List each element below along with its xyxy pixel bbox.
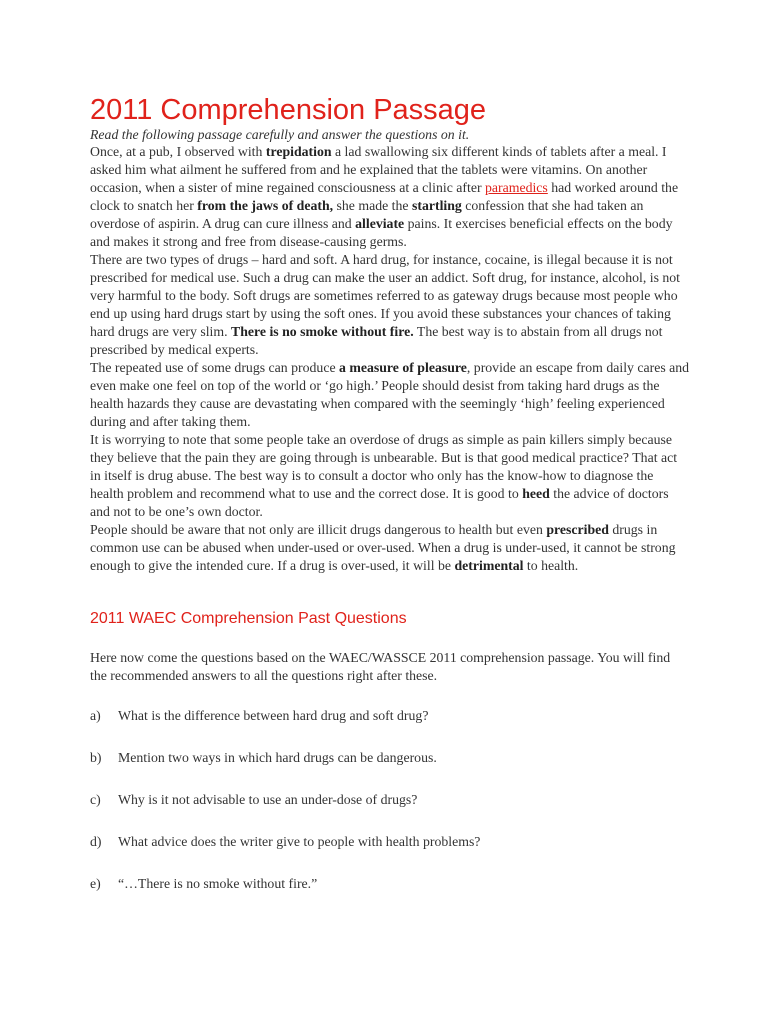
question-text: Why is it not advisable to use an under-dose of drugs? (118, 792, 418, 807)
key-term: detrimental (454, 558, 524, 573)
page-title: 2011 Comprehension Passage (90, 94, 487, 126)
passage-text: drugs in common use can be abused when under-used or over-used. When a drug is under-used, it cannot be strong enough to give the intended cure. If a drug is over-used, it will be (90, 522, 676, 573)
key-term: There is no smoke without fire. (231, 324, 414, 339)
passage-text: a lad swallowing six different kinds of tablets after a meal. I asked him what ailment he suffered from and he explained that the tablets were vitamins. On another occasion, when a sister of mine regained consciousness at a clinic after (90, 144, 667, 195)
passage-paragraph (90, 521, 690, 575)
passage-text: to health. (523, 558, 579, 573)
key-term: alleviate (355, 216, 405, 231)
key-term: a measure of pleasure (339, 360, 467, 375)
question-item (90, 875, 690, 917)
question-letter: a) (90, 708, 101, 723)
question-text: Mention two ways in which hard drugs can be dangerous. (118, 750, 437, 765)
passage-text: It is worrying to note that some people take an overdose of drugs as simple as pain killers simply because they believe that the pain they are going through is unbearable. But is that good medical practice? That act in itself is drug abuse. The best way is to consult a doctor who only has the know-how to diagnose the health problem and recommend what to use and the correct dose. It is good to (90, 432, 678, 501)
key-term: from the jaws of death, (197, 198, 334, 213)
question-text: What advice does the writer give to people with health problems? (118, 834, 481, 849)
passage-text: had worked around the clock to snatch her (90, 180, 679, 213)
question-letter: e) (90, 876, 101, 891)
passage-text: Once, at a pub, I observed with (90, 144, 266, 159)
questions-intro: Here now come the questions based on the WAEC/WASSCE 2011 comprehension passage. You will find the recommended answers to all the questions right after these. (90, 650, 671, 683)
key-term: trepidation (265, 144, 332, 159)
question-item (90, 791, 690, 833)
key-term: prescribed (546, 522, 609, 537)
passage-text: , provide an escape from daily cares and even make one feel on top of the world or ‘go high.’ People should desist from taking hard drugs as the health hazards they cause are devastating when compared with the seemingly ‘high’ feeling experienced during and after taking them. (90, 360, 690, 429)
question-item (90, 833, 690, 875)
passage-paragraph (90, 251, 690, 359)
passage-paragraph (90, 431, 690, 521)
passage-paragraph (90, 359, 690, 431)
passage-text: the advice of doctors and not to be one’s own doctor. (90, 486, 669, 519)
questions-list (90, 707, 690, 917)
key-term: heed (522, 486, 550, 501)
question-text: What is the difference between hard drug and soft drug? (118, 708, 429, 723)
passage-text: confession that she had taken an overdose of aspirin. A drug can cure illness and (90, 198, 644, 231)
question-letter: d) (90, 834, 102, 849)
passage-paragraph (90, 143, 690, 251)
question-letter: c) (90, 792, 101, 807)
question-text: “…There is no smoke without fire.” (118, 876, 318, 891)
key-term: startling (411, 198, 462, 213)
question-letter: b) (90, 750, 102, 765)
paramedics-link[interactable]: paramedics (484, 180, 548, 195)
passage-body (90, 143, 690, 575)
questions-heading: 2011 WAEC Comprehension Past Questions (90, 610, 407, 627)
passage-text: she made the (333, 198, 412, 213)
question-item (90, 707, 690, 749)
passage-text: People should be aware that not only are illicit drugs dangerous to health but even (90, 522, 547, 537)
passage-text: There are two types of drugs – hard and soft. A hard drug, for instance, cocaine, is illegal because it is not prescribed for medical use. Such a drug can make the user an addict. Soft drug, for instance, alcohol, is not very harmful to the body. Soft drugs are sometimes referred to as gateway drugs because most people who end up using hard drugs start by using the soft ones. If you avoid these substances your chances of taking hard drugs are very slim. (90, 252, 681, 339)
question-item (90, 749, 690, 791)
passage-text: The repeated use of some drugs can produce (90, 360, 340, 375)
passage-text: The best way is to abstain from all drugs not prescribed by medical experts. (90, 324, 663, 357)
instructions: Read the following passage carefully and answer the questions on it. (90, 127, 470, 142)
passage-text: pains. It exercises beneficial effects on the body and makes it strong and free from disease-causing germs. (90, 216, 673, 249)
